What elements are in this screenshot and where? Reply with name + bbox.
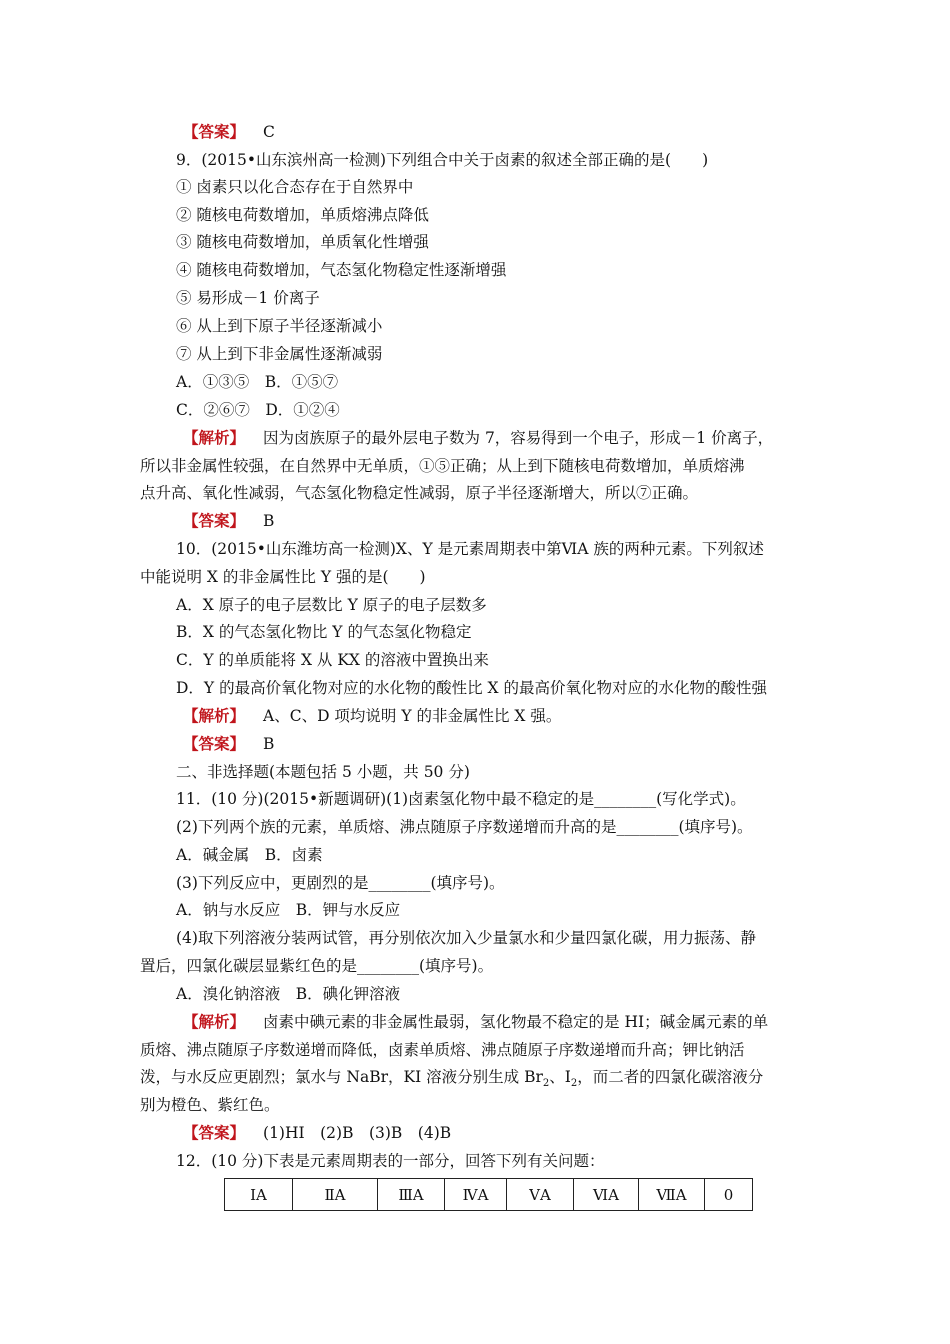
q10-option: A．X 原子的电子层数比 Y 原子的电子层数多: [176, 596, 487, 614]
answer-tag: 【答案】: [183, 1123, 246, 1142]
table-header-cell: ⅦA: [639, 1179, 705, 1211]
q11-analysis-text: [140, 1067, 764, 1090]
q10-stem: 中能说明 X 的非金属性比 Y 强的是( ): [140, 568, 426, 586]
q11-part: (2)下列两个族的元素，单质熔、沸点随原子序数递增而升高的是________(填序号)。: [176, 818, 753, 836]
analysis-text: 因为卤族原子的最外层电子数为 7，容易得到一个电子，形成－1 价离子，: [263, 429, 774, 447]
q11-part: (3)下列反应中，更剧烈的是________(填序号)。: [176, 874, 505, 892]
q9-analysis-text: 点升高、氧化性减弱，气态氢化物稳定性减弱，原子半径逐渐增大，所以⑦正确。: [140, 484, 699, 502]
q10-option: B．X 的气态氢化物比 Y 的气态氢化物稳定: [176, 623, 472, 641]
answer-value: B: [263, 512, 275, 530]
analysis-text: A、C、D 项均说明 Y 的非金属性比 X 强。: [263, 707, 562, 725]
q9-item: ⑥ 从上到下原子半径逐渐减小: [176, 317, 383, 335]
q9-item: ⑦ 从上到下非金属性逐渐减弱: [176, 345, 383, 363]
q9-analysis-line: [183, 428, 773, 448]
q11-analysis-text: 别为橙色、紫红色。: [140, 1096, 280, 1114]
q9-item: ④ 随核电荷数增加，气态氢化物稳定性逐渐增强: [176, 261, 507, 279]
q11-stem: 11．(10 分)(2015•新题调研)(1)卤素氢化物中最不稳定的是________(写化学式)。: [176, 790, 746, 808]
q9-stem: 9．(2015•山东滨州高一检测)下列组合中关于卤素的叙述全部正确的是( ): [176, 151, 709, 169]
periodic-table-header: [224, 1178, 753, 1211]
analysis-segment: 、I: [549, 1068, 571, 1086]
q11-part: (4)取下列溶液分装两试管，再分别依次加入少量氯水和少量四氯化碳，用力振荡、静: [176, 929, 756, 947]
q10-option: D．Y 的最高价氧化物对应的水化物的酸性比 X 的最高价氧化物对应的水化物的酸性强: [176, 679, 767, 697]
q9-item: ③ 随核电荷数增加，单质氧化性增强: [176, 233, 429, 251]
answer-value: B: [263, 735, 275, 753]
q9-options: C．②⑥⑦ D．①②④: [176, 401, 340, 419]
q11-answer-line: [183, 1123, 451, 1143]
table-header-cell: ⅣA: [445, 1179, 507, 1211]
q9-answer-line: [183, 511, 274, 531]
subscript: 2: [570, 1078, 578, 1090]
table-header-cell: ⅥA: [574, 1179, 639, 1211]
q10-answer-line: [183, 734, 274, 754]
q9-options: A．①③⑤ B．①⑤⑦: [176, 373, 339, 391]
table-header-cell: ⅡA: [293, 1179, 378, 1211]
q11-options: A．溴化钠溶液 B．碘化钾溶液: [176, 985, 401, 1003]
q12-stem: 12．(10 分)下表是元素周期表的一部分，回答下列有关问题：: [176, 1152, 605, 1170]
table-header-cell: ⅠA: [225, 1179, 293, 1211]
table-header-cell: 0: [705, 1179, 753, 1211]
section-heading: 二、非选择题(本题包括 5 小题，共 50 分): [176, 763, 470, 781]
q11-analysis-line: [183, 1012, 768, 1032]
q11-analysis-text: 质熔、沸点随原子序数递增而降低，卤素单质熔、沸点随原子序数递增而升高；钾比钠活: [140, 1041, 745, 1059]
q8-answer-line: [183, 122, 275, 142]
analysis-tag: 【解析】: [183, 1012, 246, 1031]
subscript: 2: [542, 1078, 550, 1090]
table-row: [225, 1179, 753, 1211]
analysis-text: 卤素中碘元素的非金属性最弱，氢化物最不稳定的是 HI；碱金属元素的单: [263, 1013, 769, 1031]
analysis-segment: 泼，与水反应更剧烈；氯水与 NaBr，KI 溶液分别生成 Br: [140, 1068, 543, 1086]
answer-tag: 【答案】: [183, 122, 246, 141]
q10-analysis-line: [183, 706, 561, 726]
q9-item: ② 随核电荷数增加，单质熔沸点降低: [176, 206, 429, 224]
q9-item: ⑤ 易形成－1 价离子: [176, 289, 320, 307]
q10-option: C．Y 的单质能将 X 从 KX 的溶液中置换出来: [176, 651, 489, 669]
q11-options: A．钠与水反应 B．钾与水反应: [176, 901, 401, 919]
analysis-tag: 【解析】: [183, 706, 246, 725]
analysis-tag: 【解析】: [183, 428, 246, 447]
answer-value: C: [263, 123, 275, 141]
table-header-cell: ⅢA: [378, 1179, 445, 1211]
q11-options: A．碱金属 B．卤素: [176, 846, 323, 864]
answer-tag: 【答案】: [183, 734, 246, 753]
analysis-segment: ，而二者的四氯化碳溶液分: [577, 1068, 764, 1086]
q9-analysis-text: 所以非金属性较强，在自然界中无单质，①⑤正确；从上到下随核电荷数增加，单质熔沸: [140, 457, 745, 475]
table-header-cell: ⅤA: [507, 1179, 574, 1211]
q10-stem: 10．(2015•山东潍坊高一检测)X、Y 是元素周期表中第ⅥA 族的两种元素。下列叙述: [176, 540, 764, 558]
answer-tag: 【答案】: [183, 511, 246, 530]
q11-part: 置后，四氯化碳层显紫红色的是________(填序号)。: [140, 957, 494, 975]
q9-item: ① 卤素只以化合态存在于自然界中: [176, 178, 414, 196]
answer-value: (1)HI (2)B (3)B (4)B: [263, 1124, 452, 1142]
